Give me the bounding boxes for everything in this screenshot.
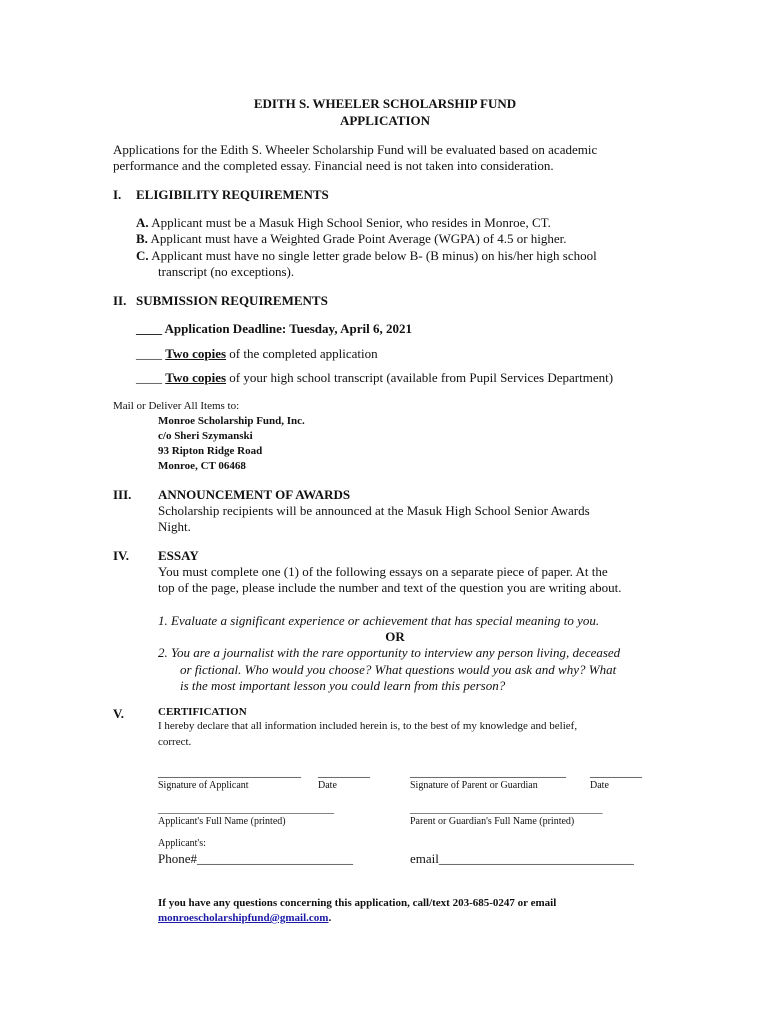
parent-signature-field[interactable]: ________________________ [410, 764, 566, 779]
contact-email-link[interactable]: monroescholarshipfund@gmail.com [158, 912, 329, 924]
section5-line1: I hereby declare that all information included herein is, to the best of my knowledge and belief, [158, 720, 578, 732]
checkbox-blank[interactable]: ____ [136, 321, 162, 336]
section4-number: IV. [113, 548, 130, 563]
section5-heading: CERTIFICATION [158, 706, 247, 718]
section3-heading: ANNOUNCEMENT OF AWARDS [158, 487, 351, 502]
applicant-date-field[interactable]: ________ [318, 764, 370, 779]
section4-line2: top of the page, please include the number and text of the question you are writing about. [158, 580, 622, 595]
footer-email-line: monroescholarshipfund@gmail.com. [158, 912, 332, 924]
checkbox-blank[interactable]: ____ [136, 346, 162, 361]
essay-question-1: 1. Evaluate a significant experience or achievement that has special meaning to you. [158, 613, 600, 628]
title-line2: APPLICATION [339, 113, 431, 128]
footer-contact-line: If you have any questions concerning this application, call/text 203-685-0247 or email [158, 897, 557, 909]
section3-number: III. [113, 487, 132, 502]
essay-question-2-line3: is the most important lesson you could learn from this person? [180, 678, 506, 693]
parent-signature-label: Signature of Parent or Guardian [410, 780, 538, 791]
mail-address-line1: Monroe Scholarship Fund, Inc. [158, 415, 305, 427]
essay-question-2-line2: or fictional. Who would you choose? What questions would you ask and why? What [180, 662, 617, 677]
mail-address-line3: 93 Ripton Ridge Road [158, 445, 263, 457]
section4-line1: You must complete one (1) of the following essays on a separate piece of paper. At the [158, 564, 608, 579]
email-field[interactable]: email______________________________ [410, 851, 634, 866]
mail-address-line4: Monroe, CT 06468 [158, 460, 246, 472]
phone-field[interactable]: Phone#________________________ [158, 851, 353, 866]
essay-question-2-line1: 2. You are a journalist with the rare opportunity to interview any person living, deceased [158, 645, 621, 660]
list-item: C. Applicant must have no single letter grade below B- (B minus) on his/her high school [136, 248, 597, 263]
checkbox-blank[interactable]: ____ [136, 370, 162, 385]
applicant-signature-label: Signature of Applicant [158, 780, 249, 791]
section5-line2: correct. [158, 736, 192, 748]
section3-line1: Scholarship recipients will be announced at the Masuk High School Senior Awards [158, 503, 590, 518]
applicant-signature-field[interactable]: ______________________ [158, 764, 301, 779]
essay-or: OR [385, 629, 405, 644]
intro-line2: performance and the completed essay. Financial need is not taken into consideration. [113, 158, 554, 173]
section2-heading: SUBMISSION REQUIREMENTS [136, 293, 328, 308]
section4-heading: ESSAY [158, 548, 199, 563]
section1-number: I. [113, 187, 122, 202]
parent-name-field[interactable]: ___________________________________ [410, 803, 603, 815]
parent-date-label: Date [590, 780, 609, 791]
applicants-label: Applicant's: [158, 838, 206, 849]
list-item: A. Applicant must be a Masuk High School Senior, who resides in Monroe, CT. [136, 215, 551, 230]
transcript-copies-item: ____ Two copies of your high school transcript (available from Pupil Services Department) [136, 370, 614, 385]
applicant-date-label: Date [318, 780, 337, 791]
mail-address-line2: c/o Sheri Szymanski [158, 430, 253, 442]
section5-number: V. [113, 706, 124, 721]
section2-number: II. [113, 293, 127, 308]
deadline-item: ____ Application Deadline: Tuesday, April 6, 2021 [136, 321, 412, 336]
parent-name-label: Parent or Guardian's Full Name (printed) [410, 816, 575, 827]
applicant-name-label: Applicant's Full Name (printed) [158, 816, 286, 827]
application-copies-item: ____ Two copies of the completed application [136, 346, 378, 361]
applicant-name-field[interactable]: ________________________________ [158, 803, 334, 815]
intro-line1: Applications for the Edith S. Wheeler Scholarship Fund will be evaluated based on academic [113, 142, 598, 157]
mail-label: Mail or Deliver All Items to: [113, 400, 240, 412]
list-item-continuation: transcript (no exceptions). [158, 264, 295, 279]
parent-date-field[interactable]: ________ [590, 764, 642, 779]
list-item: B. Applicant must have a Weighted Grade Point Average (WGPA) of 4.5 or higher. [136, 231, 567, 246]
section1-heading: ELIGIBILITY REQUIREMENTS [136, 187, 329, 202]
title-line1: EDITH S. WHEELER SCHOLARSHIP FUND [253, 96, 517, 111]
section3-line2: Night. [158, 519, 191, 534]
